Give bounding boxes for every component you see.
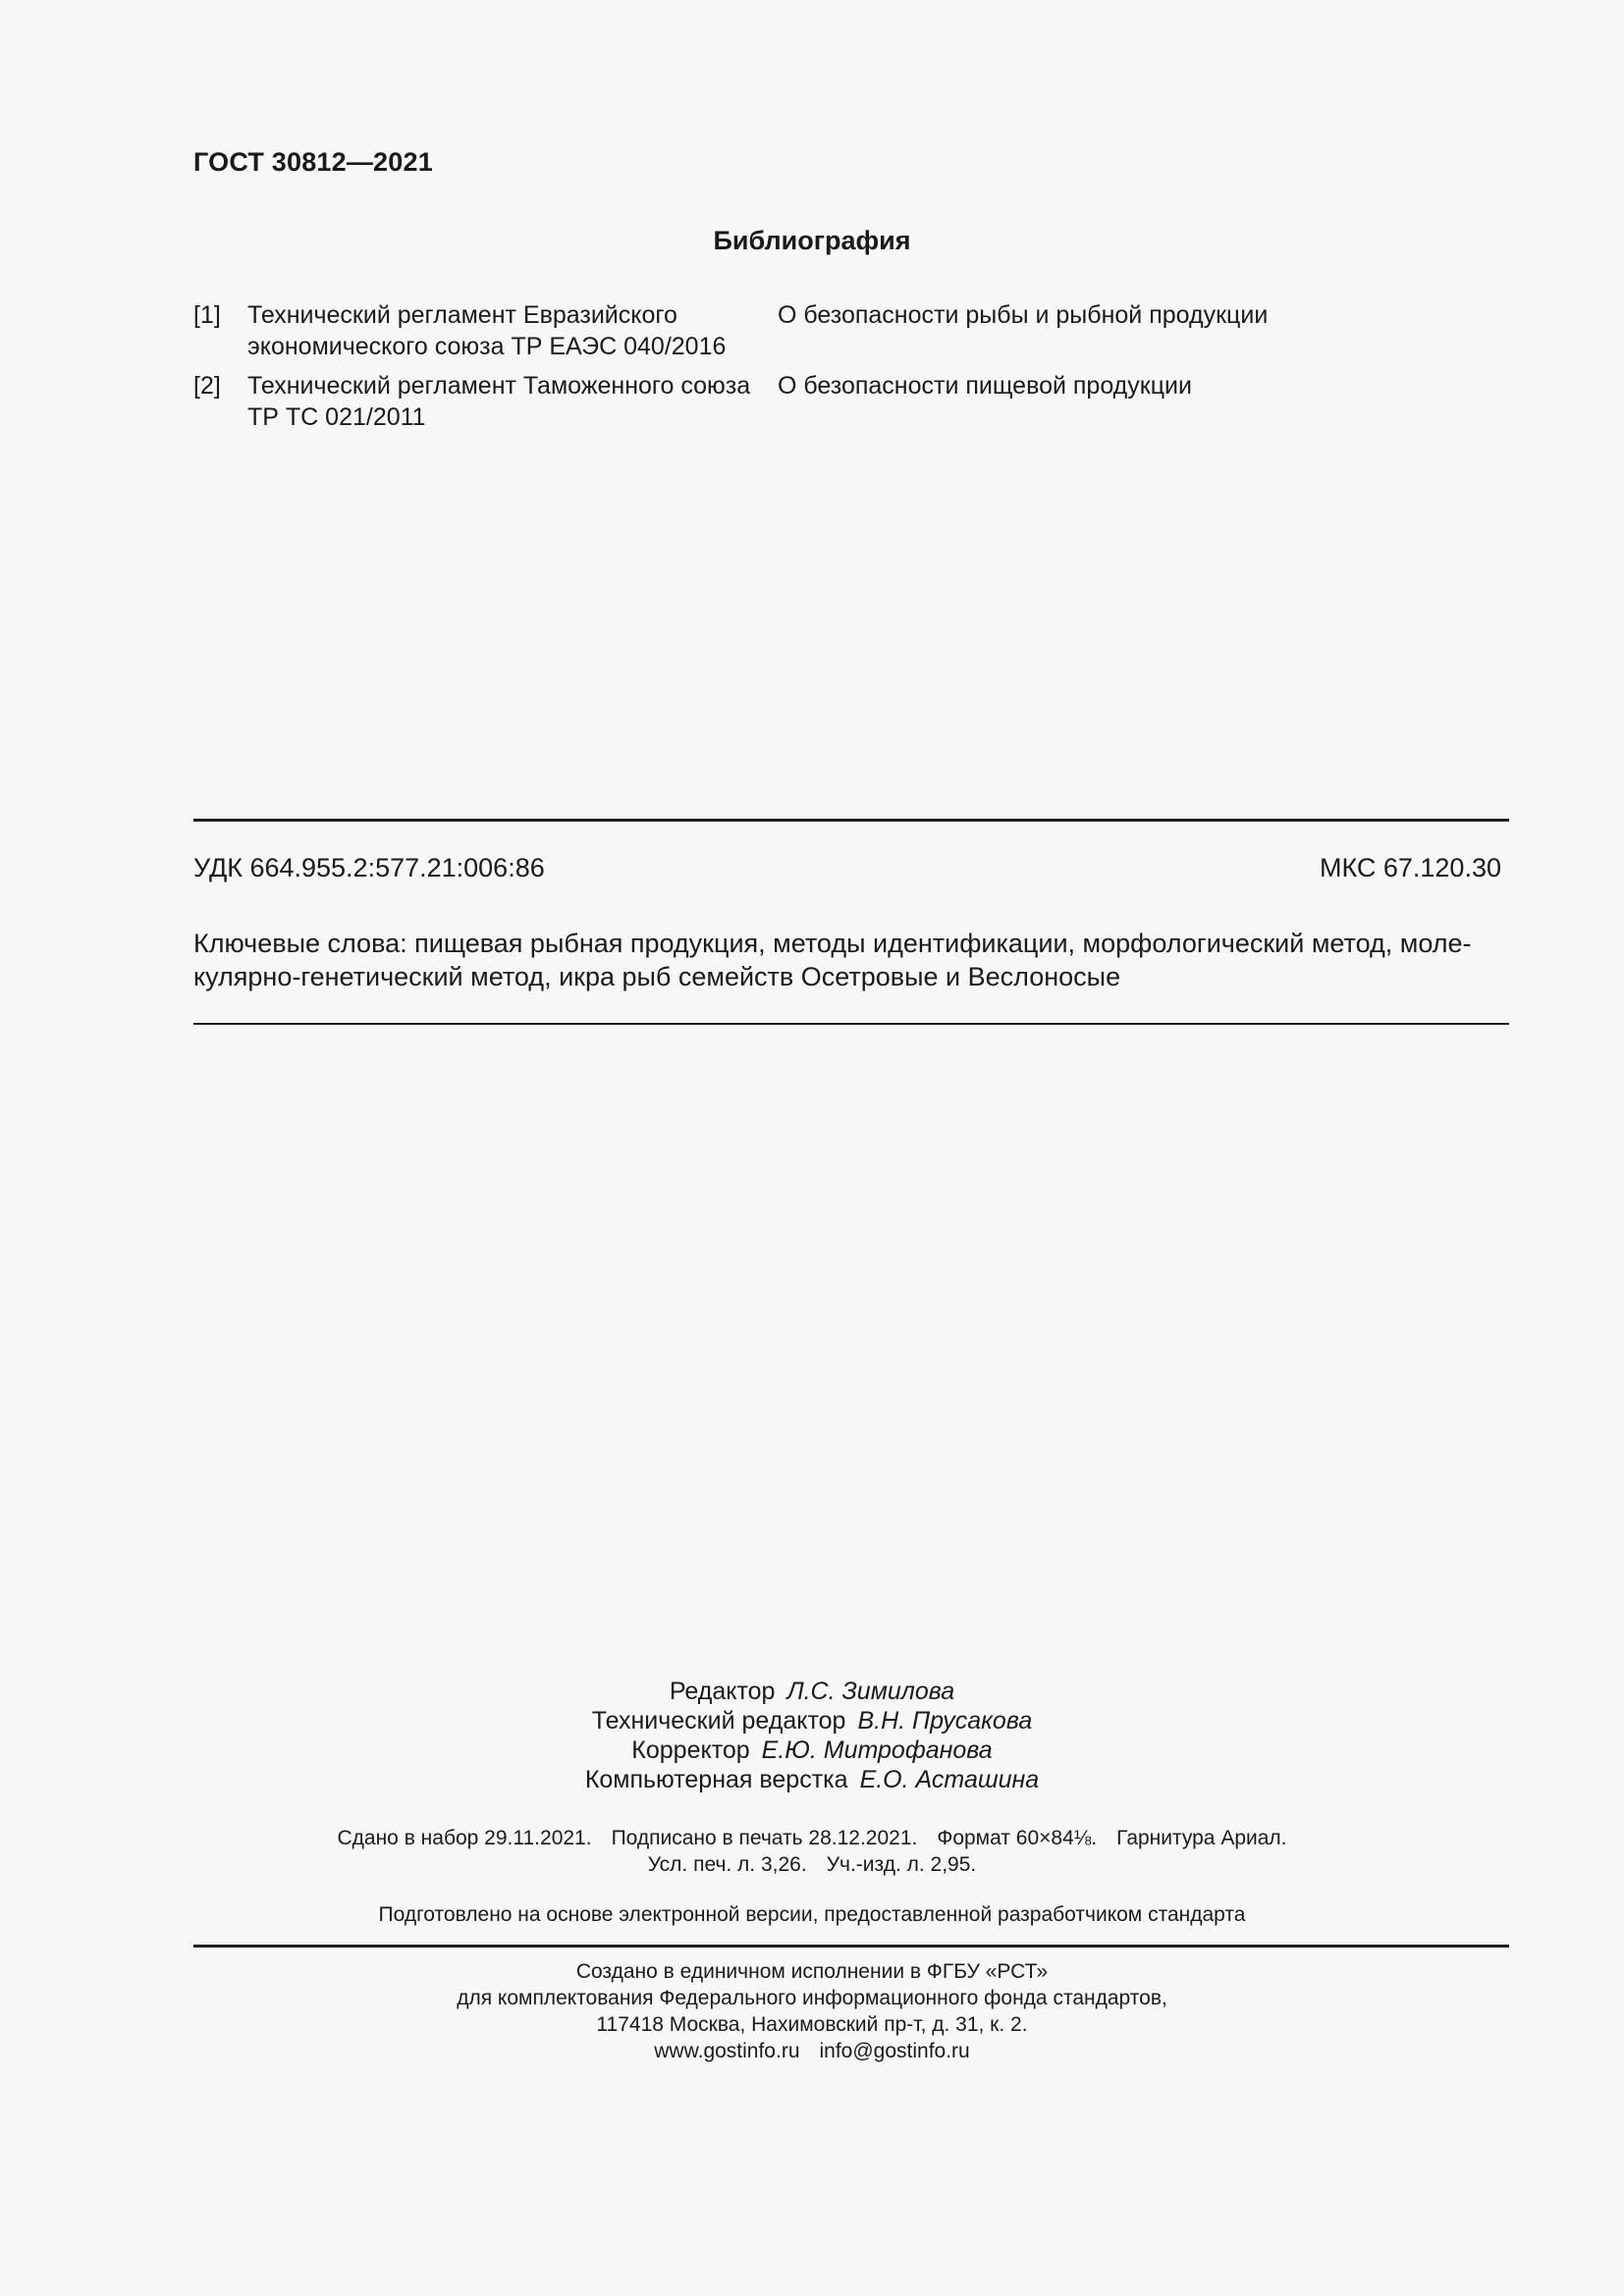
credit-editor	[0, 1677, 1624, 1706]
keywords	[193, 927, 1509, 993]
divider-top	[193, 819, 1509, 822]
entry-number: [1]	[193, 301, 221, 329]
credit-proofreader	[0, 1735, 1624, 1765]
credit-role: Компьютерная верстка	[584, 1766, 848, 1793]
bibliography-title: Библиография	[713, 226, 911, 255]
udk-code: УДК 664.955.2:577.21:006:86	[193, 853, 545, 882]
credit-role: Корректор	[631, 1736, 750, 1764]
keywords-line: Ключевые слова: пищевая рыбная продукция, методы идентификации, морфологический метод, моле-	[193, 929, 1472, 958]
footer	[0, 1958, 1624, 2064]
entry-document-line: Технический регламент Евразийского	[247, 301, 677, 329]
footer-contacts	[0, 2038, 1624, 2064]
document-code: ГОСТ 30812—2021	[193, 147, 433, 177]
entry-number: [2]	[193, 372, 221, 400]
footer-line: Создано в единичном исполнении в ФГБУ «РСТ»	[575, 1960, 1049, 1983]
credit-role: Технический редактор	[591, 1707, 846, 1735]
typeface: Гарнитура Ариал.	[1116, 1827, 1287, 1849]
credit-person: Е.О. Асташина	[859, 1766, 1040, 1793]
entry-document	[247, 370, 778, 433]
submitted-date: Сдано в набор 29.11.2021.	[337, 1827, 592, 1849]
credit-person: Л.С. Зимилова	[786, 1678, 955, 1705]
print-format: Формат 60×84⅛.	[937, 1827, 1098, 1849]
entry-document-line: Технический регламент Таможенного союза	[247, 372, 751, 400]
entry-document	[247, 299, 778, 362]
signed-date: Подписано в печать 28.12.2021.	[611, 1827, 918, 1849]
entry-document-line: ТР ТС 021/2011	[247, 403, 426, 431]
print-info-line	[0, 1825, 1624, 1851]
divider-bottom	[193, 1945, 1509, 1948]
mks-code: МКС 67.120.30	[1319, 853, 1501, 882]
publ-sheets: Уч.-изд. л. 2,95.	[826, 1853, 977, 1876]
bibliography-entry-1	[193, 299, 1509, 368]
entry-document-line: экономического союза ТР ЕАЭС 040/2016	[247, 333, 727, 360]
credit-person: В.Н. Прусакова	[857, 1707, 1033, 1735]
credit-tech-editor	[0, 1706, 1624, 1735]
credit-role: Редактор	[669, 1678, 776, 1705]
print-sheets: Усл. печ. л. 3,26.	[647, 1853, 807, 1876]
bibliography-entry-2	[193, 370, 1509, 439]
print-info	[0, 1825, 1624, 1878]
footer-line: 117418 Москва, Нахимовский пр-т, д. 31, к. 2.	[596, 2013, 1028, 2036]
credit-person: Е.Ю. Митрофанова	[761, 1736, 993, 1764]
keywords-line: кулярно-генетический метод, икра рыб семейств Осетровые и Веслоносые	[193, 962, 1121, 991]
entry-subject: О безопасности рыбы и рыбной продукции	[778, 301, 1269, 329]
divider-middle	[193, 1023, 1509, 1025]
print-info-line	[0, 1851, 1624, 1878]
entry-subject: О безопасности пищевой продукции	[778, 372, 1192, 400]
credit-layout	[0, 1765, 1624, 1794]
footer-line: для комплектования Федерального информационного фонда стандартов,	[457, 1987, 1167, 2009]
prepared-note: Подготовлено на основе электронной версии, предоставленной разработчиком стандарта	[378, 1903, 1246, 1926]
credits-block	[0, 1677, 1624, 1794]
email-link[interactable]: info@gostinfo.ru	[819, 2040, 970, 2062]
website-link[interactable]: www.gostinfo.ru	[654, 2040, 800, 2062]
